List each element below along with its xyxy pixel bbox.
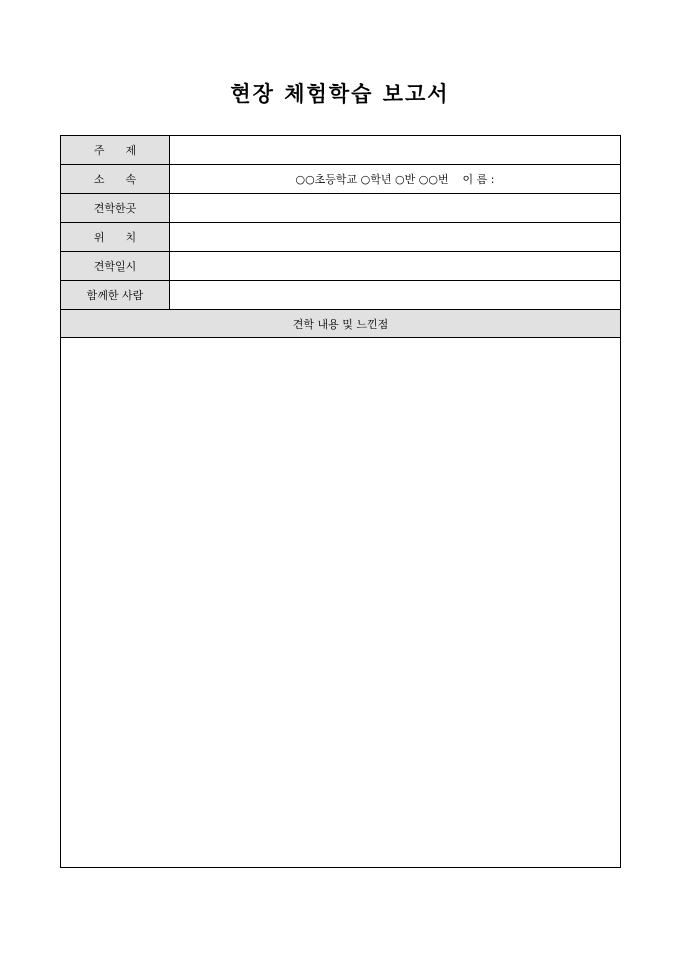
visited-place-label: 견학한곳 [61, 194, 170, 222]
subject-field[interactable] [170, 136, 620, 164]
companions-field[interactable] [170, 281, 620, 309]
form-row-affiliation [61, 165, 620, 194]
report-form [60, 135, 621, 868]
subject-label: 주 제 [61, 136, 170, 164]
content-section-header: 견학 내용 및 느낀점 [61, 310, 620, 338]
affiliation-label: 소 속 [61, 165, 170, 193]
visit-date-field[interactable] [170, 252, 620, 280]
form-row-location [61, 223, 620, 252]
form-row-companions [61, 281, 620, 310]
visit-date-label: 견학일시 [61, 252, 170, 280]
visited-place-field[interactable] [170, 194, 620, 222]
page-title: 현장 체험학습 보고서 [230, 81, 450, 106]
affiliation-field[interactable]: ○○초등학교 ○학년 ○반 ○○번 이 름 : [295, 173, 495, 186]
location-field[interactable] [170, 223, 620, 251]
form-row-visit-date [61, 252, 620, 281]
companions-label: 함께한 사람 [61, 281, 170, 309]
form-row-visited-place [61, 194, 620, 223]
location-label: 위 치 [61, 223, 170, 251]
form-row-subject [61, 136, 620, 165]
content-text-area[interactable] [61, 338, 620, 868]
